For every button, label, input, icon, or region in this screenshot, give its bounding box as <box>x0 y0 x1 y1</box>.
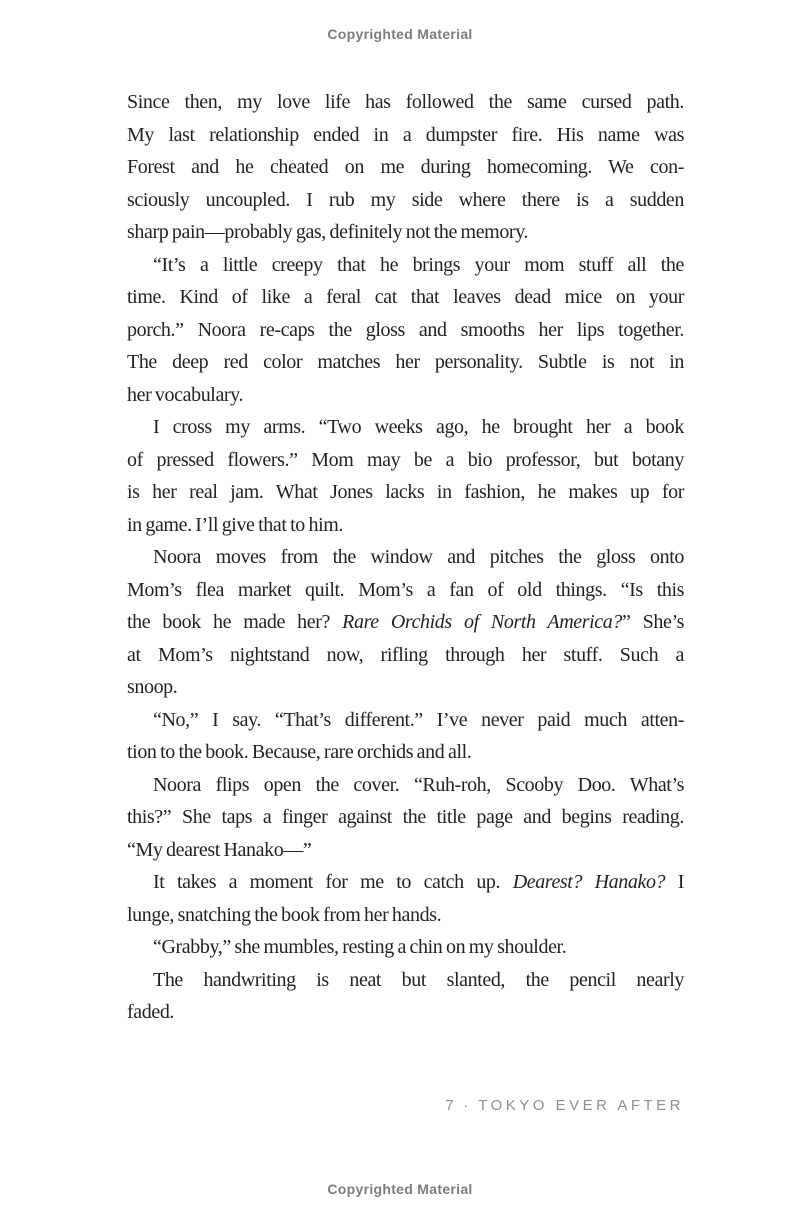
body-line: at Mom’s nightstand now, rifling through her stuff. Such a <box>127 643 684 666</box>
body-paragraph <box>127 249 684 412</box>
body-line: snoop. <box>127 676 178 698</box>
body-line: “No,” I say. “That’s different.” I’ve never paid much atten- <box>153 708 684 731</box>
body-paragraph <box>127 931 684 964</box>
body-line: faded. <box>127 1001 175 1023</box>
body-line: porch.” Noora re-caps the gloss and smooths her lips together. <box>127 318 684 341</box>
body-line: Noora moves from the window and pitches the gloss onto <box>153 546 684 568</box>
copyright-notice-top: Copyrighted Material <box>327 26 473 42</box>
footer-page-number: 7 <box>445 1097 458 1114</box>
body-line: is her real jam. What Jones lacks in fashion, he makes up for <box>127 481 684 503</box>
body-line: My last relationship ended in a dumpster fire. His name was <box>127 123 684 146</box>
body-line: “My dearest Hanako—” <box>127 838 312 861</box>
page-footer <box>127 1097 684 1114</box>
body-line: of pressed flowers.” Mom may be a bio professor, but botany <box>127 448 684 471</box>
body-paragraph <box>127 704 684 769</box>
body-line: Noora flips open the cover. “Ruh-roh, Scooby Doo. What’s <box>153 773 684 796</box>
body-paragraph <box>127 86 684 249</box>
body-line: The handwriting is neat but slanted, the pencil nearly <box>153 968 684 991</box>
body-line: the book he made her? Rare Orchids of North America?” She’s <box>127 611 684 633</box>
body-line: “Grabby,” she mumbles, resting a chin on my shoulder. <box>153 936 567 958</box>
page-body <box>127 86 684 1029</box>
body-paragraph <box>127 411 684 541</box>
body-line: sharp pain—probably gas, definitely not the memory. <box>127 221 529 243</box>
body-line: I cross my arms. “Two weeks ago, he brought her a book <box>153 416 684 438</box>
body-line: this?” She taps a finger against the title page and begins reading. <box>127 806 684 828</box>
body-paragraph <box>127 866 684 931</box>
copyright-notice-bottom: Copyrighted Material <box>327 1181 473 1197</box>
body-line: Mom’s flea market quilt. Mom’s a fan of old things. “Is this <box>127 578 684 601</box>
body-line: sciously uncoupled. I rub my side where there is a sudden <box>127 188 684 211</box>
body-line: lunge, snatching the book from her hands. <box>127 903 442 926</box>
body-line: The deep red color matches her personality. Subtle is not in <box>127 351 684 373</box>
body-line: It takes a moment for me to catch up. Dearest? Hanako? I <box>153 871 684 893</box>
body-line: Forest and he cheated on me during homecoming. We con- <box>127 156 684 178</box>
body-line: tion to the book. Because, rare orchids and all. <box>127 741 472 763</box>
body-line: Since then, my love life has followed the same cursed path. <box>127 91 684 113</box>
body-line: time. Kind of like a feral cat that leaves dead mice on your <box>127 286 684 308</box>
footer-book-title: TOKYO EVER AFTER <box>478 1097 684 1114</box>
body-paragraph <box>127 769 684 867</box>
body-paragraph <box>127 964 684 1029</box>
body-line: her vocabulary. <box>127 383 244 406</box>
body-paragraph <box>127 541 684 704</box>
footer-separator-dot: · <box>463 1097 469 1114</box>
body-line: in game. I’ll give that to him. <box>127 513 343 536</box>
body-line: “It’s a little creepy that he brings your mom stuff all the <box>153 253 684 276</box>
